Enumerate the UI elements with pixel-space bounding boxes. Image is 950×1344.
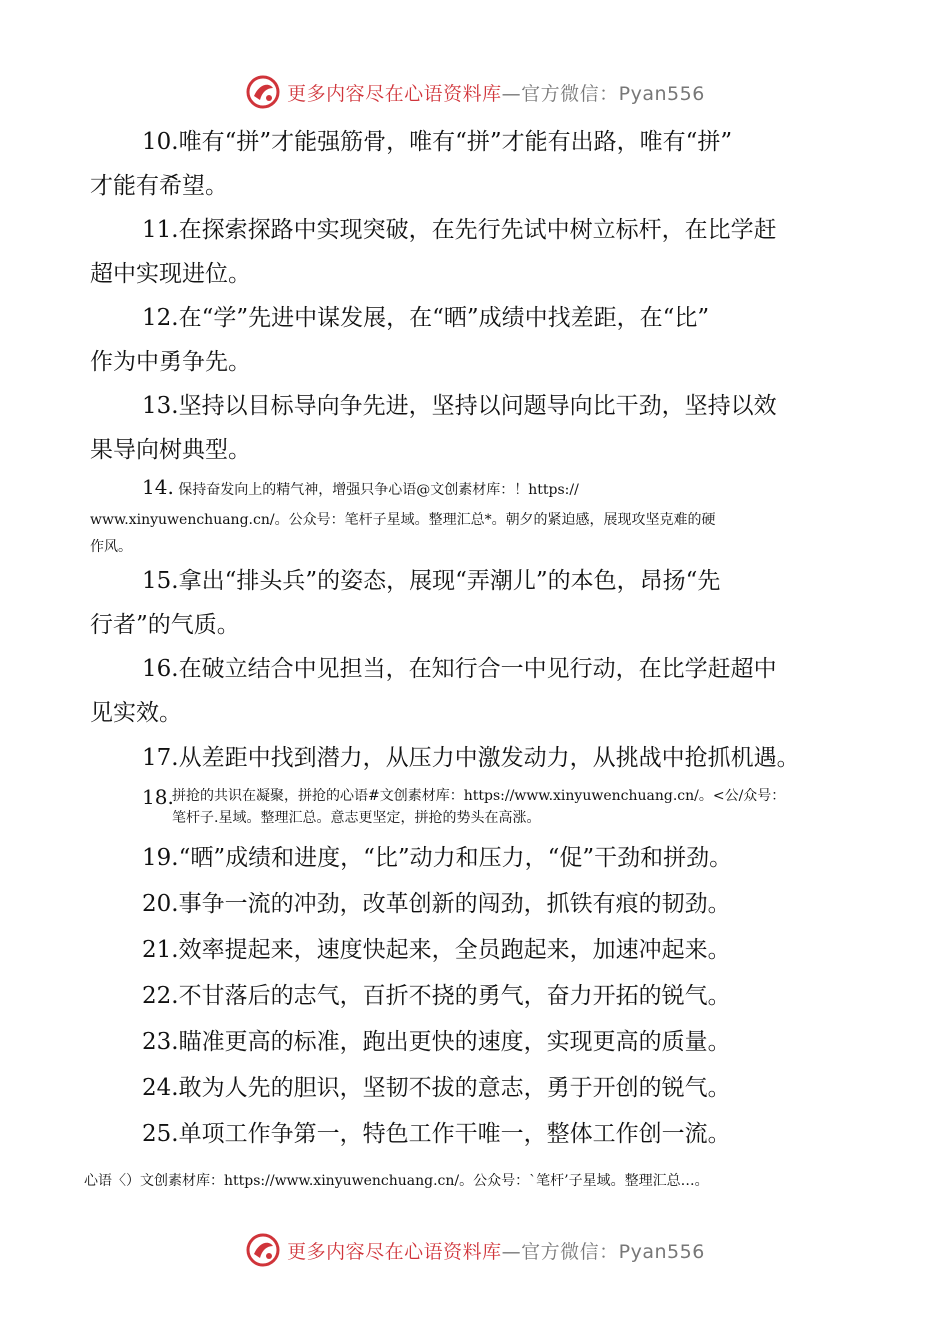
- list-item: [90, 120, 880, 208]
- banner-red-text: 更多内容尽在心语资料库: [287, 1240, 502, 1263]
- list-item: [90, 208, 880, 296]
- item-text-continued: 作为中勇争先。: [90, 349, 251, 375]
- item-number: 14.: [142, 475, 174, 499]
- item-number: 19.: [142, 845, 179, 871]
- list-item: [90, 735, 880, 781]
- item-text: 不甘落后的志气，百折不挠的勇气，奋力开拓的锐气。: [178, 983, 731, 1009]
- list-item: [90, 559, 880, 647]
- header-banner: [0, 70, 950, 114]
- item-number: 23.: [142, 1029, 179, 1055]
- item-text: 事争一流的冲劲，改革创新的闯劲，抓铁有痕的韧劲。: [178, 891, 731, 917]
- list-item: [90, 1019, 880, 1065]
- list-item: [90, 835, 880, 881]
- item-number: 18.: [142, 785, 174, 809]
- item-text: 效率提起来，速度快起来，全员跑起来，加速冲起来。: [178, 937, 731, 963]
- item-number: 20.: [142, 891, 179, 917]
- item-number: 13.: [142, 393, 179, 419]
- item-text: 在探索探路中实现突破，在先行先试中树立标杆，在比学赶: [178, 217, 777, 243]
- item-number: 22.: [142, 983, 179, 1009]
- brand-logo-icon: [245, 74, 281, 110]
- list-item: [90, 881, 880, 927]
- item-text-continued: 果导向树典型。: [90, 437, 251, 463]
- item-number: 11.: [142, 217, 179, 243]
- footer-banner-text: [287, 1237, 705, 1264]
- list-item-14: [90, 472, 880, 559]
- item-text: “晒”成绩和进度，“比”动力和压力，“促”干劲和拼劲。: [178, 845, 733, 871]
- item-number: 24.: [142, 1075, 179, 1101]
- item-text: 在破立结合中见担当，在知行合一中见行动，在比学赶超中: [178, 656, 777, 682]
- list-item-18: [90, 785, 880, 829]
- item-text: 敢为人先的胆识，坚韧不拔的意志，勇于开创的锐气。: [178, 1075, 731, 1101]
- item-text: 保持奋发向上的精气神，增强只争心语@文创素材库：！https://: [178, 482, 579, 498]
- list-item: [90, 1111, 880, 1157]
- item-number: 10.: [142, 129, 179, 155]
- item-text-continued: 行者”的气质。: [90, 612, 240, 638]
- footer-note: 心语〈）文创素材库：https://www.xinyuwenchuang.cn/。公众号：`笔杆’子星域。整理汇总…。: [84, 1173, 709, 1189]
- item-text: 从差距中找到潜力，从压力中激发动力，从挑战中抢抓机遇。: [178, 745, 800, 771]
- item-text: 瞄准更高的标准，跑出更快的速度，实现更高的质量。: [178, 1029, 731, 1055]
- banner-gray-text: —官方微信：Pyan556: [501, 82, 705, 105]
- header-banner-text: [287, 79, 705, 106]
- banner-red-text: 更多内容尽在心语资料库: [287, 82, 502, 105]
- item-text-continued: 笔杆子.星域。整理汇总。意志更坚定，拼抢的势头在高涨。: [172, 810, 541, 826]
- footer-banner: [0, 1228, 950, 1272]
- list-item: [90, 973, 880, 1019]
- item-number: 16.: [142, 656, 179, 682]
- brand-logo-icon: [245, 1232, 281, 1268]
- item-text: 拼抢的共识在凝聚，拼抢的心语#文创素材库：https://www.xinyuwenchuang.cn/。<公/众号：: [172, 788, 786, 804]
- item-text-continued: 才能有希望。: [90, 173, 228, 199]
- item-text-continued: www.xinyuwenchuang.cn/。公众号：笔杆子星域。整理汇总*。朝夕的紧迫感，展现攻坚克难的硬: [90, 512, 716, 528]
- document-body: [90, 120, 880, 1157]
- item-text: 唯有“拼”才能强筋骨，唯有“拼”才能有出路，唯有“拼”: [178, 129, 733, 155]
- item-number: 12.: [142, 305, 179, 331]
- item-text-continued: 见实效。: [90, 700, 182, 726]
- item-text: 单项工作争第一，特色工作干唯一，整体工作创一流。: [178, 1121, 731, 1147]
- item-number: 21.: [142, 937, 179, 963]
- item-number: 25.: [142, 1121, 179, 1147]
- item-text-continued: 超中实现进位。: [90, 261, 251, 287]
- list-item: [90, 296, 880, 384]
- item-text-continued: 作风。: [90, 539, 132, 555]
- item-text: 拿出“排头兵”的姿态，展现“弄潮儿”的本色，昂扬“先: [178, 568, 721, 594]
- item-number: 17.: [142, 745, 179, 771]
- list-item: [90, 647, 880, 735]
- item-text: 在“学”先进中谋发展，在“晒”成绩中找差距，在“比”: [178, 305, 710, 331]
- list-item: [90, 384, 880, 472]
- item-text: 坚持以目标导向争先进，坚持以问题导向比干劲，坚持以效: [178, 393, 777, 419]
- banner-gray-text: —官方微信：Pyan556: [501, 1240, 705, 1263]
- list-item: [90, 1065, 880, 1111]
- list-item: [90, 927, 880, 973]
- item-number: 15.: [142, 568, 179, 594]
